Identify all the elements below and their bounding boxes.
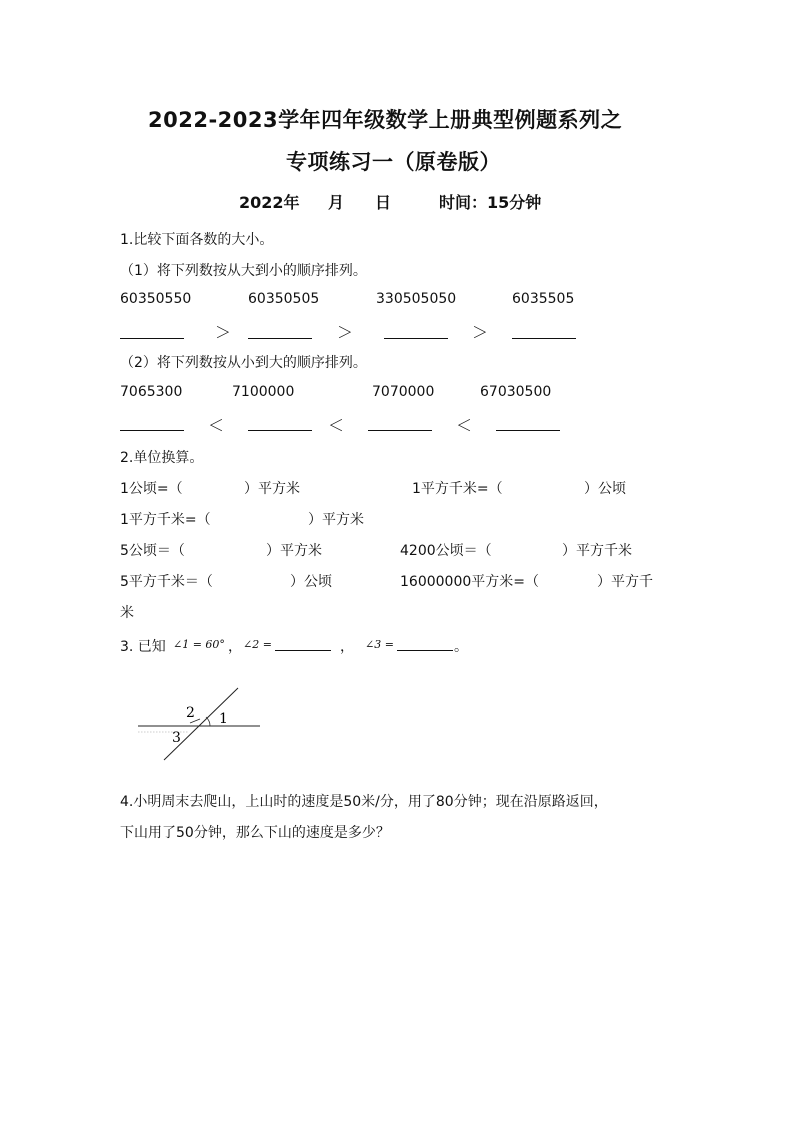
q1-part1-answer-blank-2[interactable]: [248, 324, 312, 339]
q2-item-1-right: ）平方米: [244, 481, 300, 497]
q1-part1-answer-blank-1[interactable]: [120, 324, 184, 339]
q1-part2-less-sign: ＜: [328, 416, 345, 435]
page-title: 2022-2023学年四年级数学上册典型例题系列之: [148, 108, 623, 132]
q1-heading: 1.比较下面各数的大小。: [120, 232, 274, 248]
q2-item-2-right: ）公顷: [584, 481, 626, 497]
q1-part2-less-sign: ＜: [208, 416, 225, 435]
q1-part2-number-3: 7070000: [372, 384, 435, 400]
q4-line-2: 下山用了50分钟，那么下山的速度是多少？: [120, 825, 390, 841]
q3-end-mark: 。: [454, 639, 468, 655]
q4-line-1: 4.小明周末去爬山，上山时的速度是50米/分，用了80分钟；现在沿原路返回，: [120, 794, 608, 810]
q2-heading: 2.单位换算。: [120, 450, 204, 466]
q3-separator: ，: [340, 639, 354, 655]
q3-angle-3-label: ∠3 =: [365, 638, 394, 651]
angle-1-label: 1: [219, 711, 228, 727]
page-subtitle: 专项练习一（原卷版）: [286, 150, 501, 174]
q1-part1-answer-blank-4[interactable]: [512, 324, 576, 339]
q1-part2-number-4: 67030500: [480, 384, 552, 400]
q2-item-7-wrap: 米: [120, 605, 134, 621]
q1-part2-answer-blank-3[interactable]: [368, 416, 432, 431]
q1-part2-instruction: （2）将下列数按从小到大的顺序排列。: [120, 355, 367, 371]
angle-diagram: [130, 686, 270, 766]
q1-part2-answer-blank-1[interactable]: [120, 416, 184, 431]
q1-part1-instruction: （1）将下列数按从大到小的顺序排列。: [120, 263, 367, 279]
angle-3-label: 3: [172, 730, 181, 746]
q2-item-5-left: 4200公顷＝（: [400, 543, 492, 559]
q1-part1-greater-sign: ＞: [215, 323, 232, 342]
q2-item-5-right: ）平方千米: [562, 543, 632, 559]
q2-item-7-left: 16000000平方米=（: [400, 574, 539, 590]
q3-prefix: 3. 已知: [120, 639, 166, 655]
q1-part2-answer-blank-4[interactable]: [496, 416, 560, 431]
q2-item-3-right: ）平方米: [308, 512, 364, 528]
date-year: 2022年: [239, 193, 300, 212]
angle-2-label: 2: [186, 705, 195, 721]
q1-part1-number-2: 60350505: [248, 291, 320, 307]
q1-part1-greater-sign: ＞: [337, 323, 354, 342]
date-day: 日: [375, 193, 392, 212]
q3-angle-2-blank[interactable]: [275, 636, 331, 651]
q1-part2-less-sign: ＜: [456, 416, 473, 435]
q1-part2-number-1: 7065300: [120, 384, 183, 400]
q2-item-3-left: 1平方千米=（: [120, 512, 211, 528]
q1-part1-answer-blank-3[interactable]: [384, 324, 448, 339]
q2-item-6-right: ）公顷: [290, 574, 332, 590]
q3-given-angle: ∠1 = 60°: [173, 638, 225, 651]
q3-angle-2-label: ∠2 =: [243, 638, 272, 651]
q2-item-1-left: 1公顷=（: [120, 481, 183, 497]
q1-part2-answer-blank-2[interactable]: [248, 416, 312, 431]
q1-part1-greater-sign: ＞: [472, 323, 489, 342]
date-month: 月: [328, 193, 345, 212]
q2-item-4-right: ）平方米: [266, 543, 322, 559]
q3-separator: ，: [228, 639, 242, 655]
q1-part1-number-1: 60350550: [120, 291, 192, 307]
q2-item-4-left: 5公顷＝（: [120, 543, 185, 559]
q2-item-2-left: 1平方千米=（: [412, 481, 503, 497]
q1-part1-number-4: 6035505: [512, 291, 575, 307]
date-time: 时间：15分钟: [439, 193, 542, 212]
q1-part1-number-3: 330505050: [376, 291, 457, 307]
q2-item-7-right: ）平方千: [597, 574, 653, 590]
q3-angle-3-blank[interactable]: [397, 636, 453, 651]
q2-item-6-left: 5平方千米＝（: [120, 574, 213, 590]
q1-part2-number-2: 7100000: [232, 384, 295, 400]
